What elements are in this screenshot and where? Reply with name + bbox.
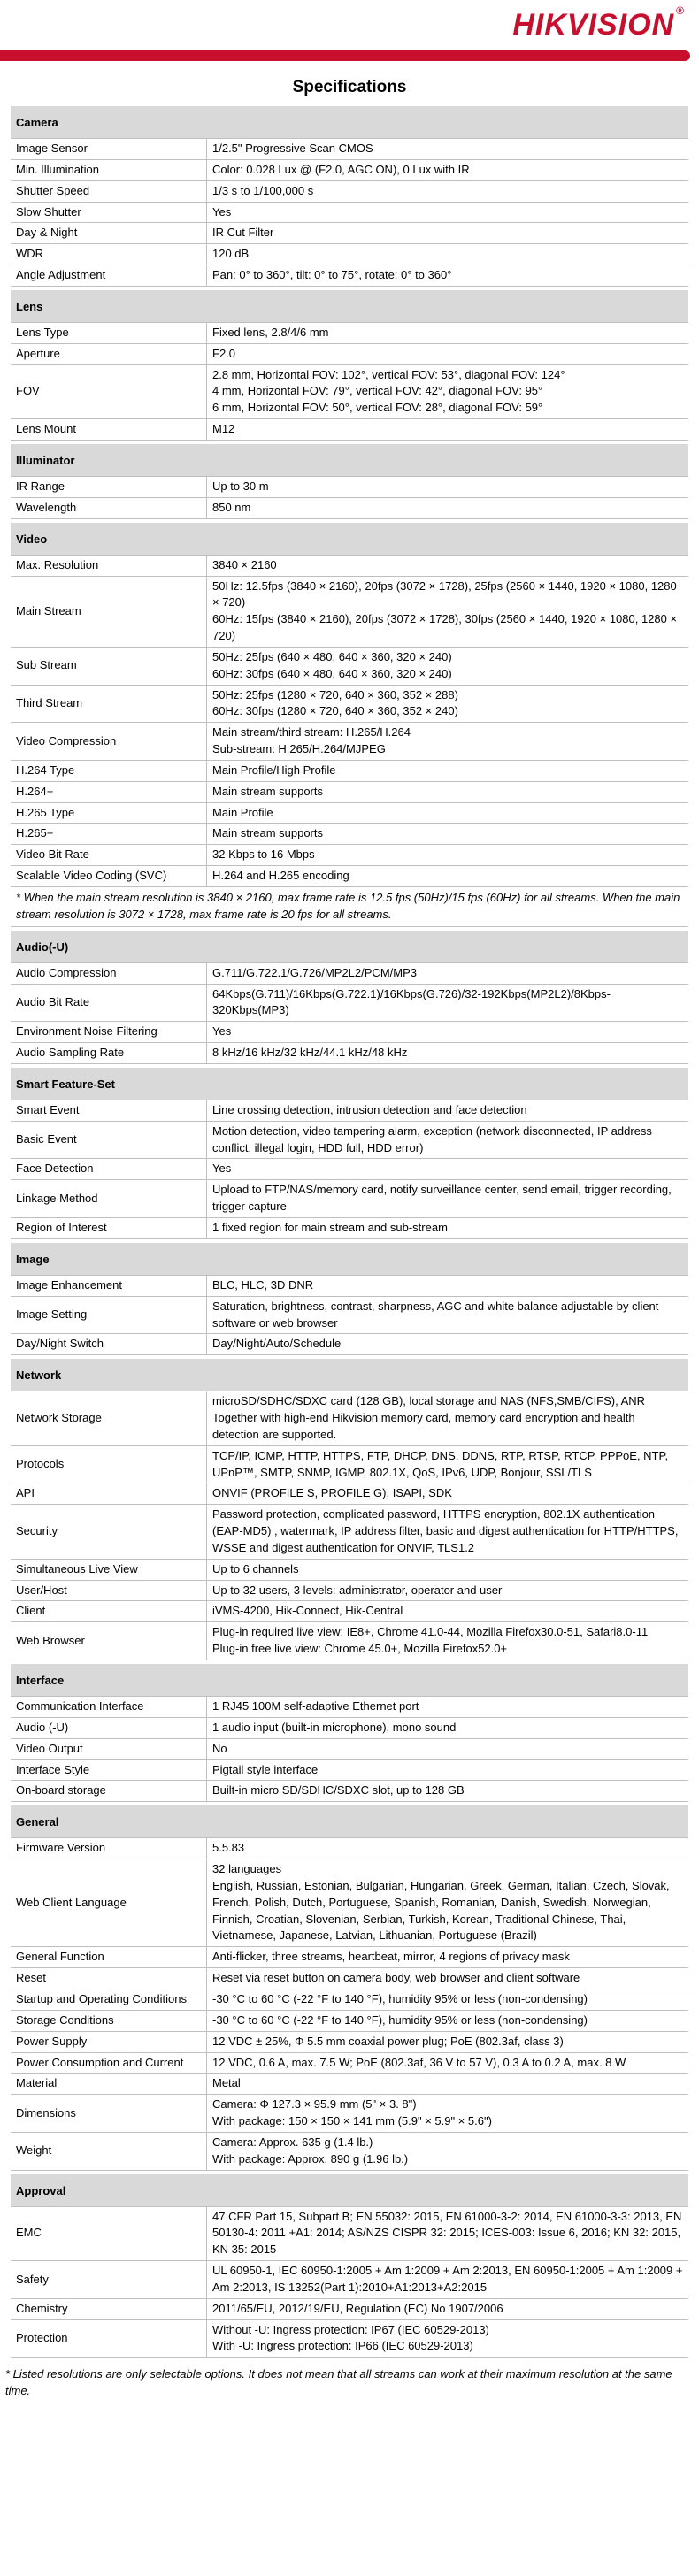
spec-value (207, 2299, 688, 2319)
spec-row (11, 323, 688, 344)
section-header: Network (11, 1359, 688, 1392)
spec-row (11, 963, 688, 985)
spec-row (11, 782, 688, 803)
spec-label: Image Sensor (11, 139, 207, 159)
spec-label: Slow Shutter (11, 203, 207, 223)
spec-value (207, 181, 688, 202)
section-header: Video (11, 523, 688, 556)
section-header: Image (11, 1243, 688, 1276)
spec-row (11, 139, 688, 160)
spec-row (11, 344, 688, 365)
spec-label: Reset (11, 1968, 207, 1989)
spec-label: IR Range (11, 477, 207, 497)
spec-row (11, 803, 688, 824)
spec-value (207, 866, 688, 886)
spec-value-line: 4 mm, Horizontal FOV: 79°, vertical FOV: 42°, diagonal FOV: 95° (212, 384, 543, 398)
spec-label: Lens Type (11, 323, 207, 343)
spec-value-line: Password protection, complicated password, HTTPS encryption, 802.1X authentication (EAP-MD5) , watermark, IP address filter, basic and digest authentication for HTTP/HTTPS, WSSE and digest authentication for ONVIF, TLS1.2 (212, 1507, 679, 1554)
spec-row (11, 2011, 688, 2032)
spec-row (11, 985, 688, 1023)
spec-row (11, 265, 688, 287)
spec-value-line: 60Hz: 30fps (1280 × 720, 640 × 360, 352 × 240) (212, 704, 458, 718)
spec-value-line: Main Profile (212, 805, 273, 819)
spec-value-line: 60Hz: 15fps (3840 × 2160), 20fps (3072 × 1728), 30fps (2560 × 1440, 1920 × 1080, 1280 × 720) (212, 612, 678, 643)
spec-label: Security (11, 1505, 207, 1559)
spec-value (207, 1484, 688, 1504)
spec-row (11, 1601, 688, 1622)
spec-value-line: 3840 × 2160 (212, 557, 277, 571)
spec-value (207, 1781, 688, 1801)
spec-value-line: Main stream supports (212, 784, 323, 798)
spec-label: H.265 Type (11, 803, 207, 824)
spec-row (11, 2095, 688, 2133)
spec-row (11, 577, 688, 648)
spec-row (11, 1838, 688, 1859)
spec-row (11, 1218, 688, 1239)
spec-value (207, 1505, 688, 1559)
spec-row (11, 1968, 688, 1990)
spec-row (11, 1859, 688, 1947)
spec-value (207, 265, 688, 286)
spec-label: WDR (11, 244, 207, 264)
spec-label: Power Supply (11, 2032, 207, 2052)
spec-label: Video Output (11, 1739, 207, 1760)
spec-row (11, 2074, 688, 2095)
spec-label: Audio Compression (11, 963, 207, 984)
spec-row (11, 1781, 688, 1802)
spec-label: Safety (11, 2261, 207, 2298)
spec-value (207, 477, 688, 497)
spec-label: Chemistry (11, 2299, 207, 2319)
spec-value-line: Sub-stream: H.265/H.264/MJPEG (212, 742, 386, 756)
section-header: Lens (11, 290, 688, 323)
section-header: Interface (11, 1664, 688, 1697)
spec-row (11, 556, 688, 577)
spec-value-line: No (212, 1741, 227, 1755)
spec-label: Max. Resolution (11, 556, 207, 576)
spec-value-line: 1/3 s to 1/100,000 s (212, 183, 314, 197)
spec-value (207, 1043, 688, 1063)
spec-row (11, 2207, 688, 2262)
spec-value (207, 782, 688, 802)
spec-value (207, 1581, 688, 1601)
spec-label: H.264 Type (11, 761, 207, 781)
spec-value (207, 1560, 688, 1580)
spec-value (207, 2320, 688, 2358)
spec-row (11, 1505, 688, 1560)
spec-label: On-board storage (11, 1781, 207, 1801)
spec-row (11, 723, 688, 761)
spec-value-line: H.264 and H.265 encoding (212, 869, 350, 883)
spec-value-line: Camera: Φ 127.3 × 95.9 mm (5" × 3. 8") (212, 2097, 417, 2112)
spec-label: Protection (11, 2320, 207, 2358)
spec-value-line: 60Hz: 30fps (640 × 480, 640 × 360, 320 × 240) (212, 666, 452, 680)
spec-label: Interface Style (11, 1760, 207, 1781)
spec-value (207, 985, 688, 1022)
spec-row (11, 1297, 688, 1335)
spec-value-line: iVMS-4200, Hik-Connect, Hik-Central (212, 1604, 403, 1618)
spec-value-line: With package: Approx. 890 g (1.96 lb.) (212, 2151, 409, 2166)
spec-value (207, 365, 688, 419)
spec-value (207, 761, 688, 781)
spec-label: Web Browser (11, 1622, 207, 1660)
spec-value-line: BLC, HLC, 3D DNR (212, 1277, 314, 1292)
spec-row (11, 477, 688, 498)
spec-value (207, 1276, 688, 1296)
spec-row (11, 686, 688, 724)
spec-value-line: 2011/65/EU, 2012/19/EU, Regulation (EC) No 1907/2006 (212, 2301, 503, 2315)
spec-value-line: Motion detection, video tampering alarm, exception (network disconnected, IP address conflict, illegal login, HDD full, HDD error) (212, 1123, 652, 1154)
spec-value (207, 1446, 688, 1484)
spec-value (207, 845, 688, 865)
spec-value-line: 12 VDC ± 25%, Φ 5.5 mm coaxial power plug; PoE (802.3af, class 3) (212, 2034, 564, 2048)
spec-value-line: Line crossing detection, intrusion detection and face detection (212, 1102, 527, 1116)
spec-value (207, 723, 688, 760)
spec-value (207, 963, 688, 984)
spec-row (11, 866, 688, 887)
spec-row (11, 2261, 688, 2299)
spec-label: Web Client Language (11, 1859, 207, 1946)
spec-row (11, 1276, 688, 1297)
spec-value (207, 648, 688, 685)
spec-value (207, 2207, 688, 2261)
spec-label: Video Compression (11, 723, 207, 760)
spec-label: Lens Mount (11, 419, 207, 440)
spec-value-line: TCP/IP, ICMP, HTTP, HTTPS, FTP, DHCP, DNS, DDNS, RTP, RTSP, RTCP, PPPoE, NTP, UPnP™, SMTP, SNMP, IGMP, 802.1X, QoS, IPv6, UDP, Bonjour, SSL/TLS (212, 1448, 669, 1479)
spec-row (11, 1697, 688, 1718)
spec-label: Image Enhancement (11, 1276, 207, 1296)
spec-value-line: English, Russian, Estonian, Bulgarian, Hungarian, Greek, German, Italian, Czech, Slovak, French, Polish, Dutch, Portuguese, Spanish, Romanian, Danish, Swedish, Norwegian, Finnish, Croatian, Slovenian, Serbian, Turkish, Korean, Traditional Chinese, Thai, Vietnamese, Japanese, Latvian, Lithuanian, Portuguese (Brazil) (212, 1878, 670, 1943)
spec-row (11, 2320, 688, 2358)
spec-value-line: Upload to FTP/NAS/memory card, notify surveillance center, send email, trigger recording, trigger capture (212, 1183, 672, 1214)
spec-row (11, 1581, 688, 1602)
spec-row (11, 1043, 688, 1064)
spec-value (207, 1159, 688, 1179)
spec-label: Weight (11, 2133, 207, 2170)
spec-row (11, 244, 688, 265)
spec-label: Day & Night (11, 223, 207, 243)
brand-logo: HIKVISION ® (512, 4, 685, 42)
section-header: Audio(-U) (11, 931, 688, 963)
spec-value (207, 419, 688, 440)
spec-label: Audio (-U) (11, 1718, 207, 1738)
spec-label: Firmware Version (11, 1838, 207, 1859)
spec-row (11, 203, 688, 224)
spec-value (207, 1739, 688, 1760)
spec-value-line: Saturation, brightness, contrast, sharpness, AGC and white balance adjustable by client software or web browser (212, 1299, 659, 1330)
spec-value-line: Main Profile/High Profile (212, 763, 336, 777)
spec-label: Audio Bit Rate (11, 985, 207, 1022)
spec-value (207, 223, 688, 243)
spec-value-line: 1/2.5" Progressive Scan CMOS (212, 142, 373, 155)
footnote: * Listed resolutions are only selectable options. It does not mean that all streams can work at their maximum resolution at the same time. (5, 2367, 672, 2398)
spec-value-line: 1 fixed region for main stream and sub-stream (212, 1220, 448, 1234)
spec-value (207, 1180, 688, 1217)
spec-value (207, 1122, 688, 1159)
spec-value-line: Up to 32 users, 3 levels: administrator, operator and user (212, 1583, 503, 1597)
spec-value-line: Yes (212, 1024, 232, 1039)
spec-value-line: 64Kbps(G.711)/16Kbps(G.722.1)/16Kbps(G.726)/32-192Kbps(MP2L2)/8Kbps-320Kbps(MP3) (212, 986, 611, 1017)
spec-value (207, 2032, 688, 2052)
spec-label: Main Stream (11, 577, 207, 647)
spec-label: Storage Conditions (11, 2011, 207, 2031)
spec-row (11, 761, 688, 782)
spec-value (207, 1968, 688, 1989)
header-red-bar (0, 50, 690, 61)
spec-value (207, 160, 688, 180)
spec-value-line: 1 audio input (built-in microphone), mono sound (212, 1720, 457, 1734)
spec-row (11, 1990, 688, 2011)
spec-value-line: Up to 30 m (212, 479, 269, 493)
spec-label: Third Stream (11, 686, 207, 723)
spec-label: Dimensions (11, 2095, 207, 2132)
spec-label: Material (11, 2074, 207, 2094)
spec-value-line: 50Hz: 25fps (1280 × 720, 640 × 360, 352 × 288) (212, 687, 458, 702)
spec-value-line: Day/Night/Auto/Schedule (212, 1337, 342, 1351)
spec-row (11, 1022, 688, 1043)
spec-label: Video Bit Rate (11, 845, 207, 865)
spec-value (207, 2011, 688, 2031)
spec-value-line: Built-in micro SD/SDHC/SDXC slot, up to 128 GB (212, 1783, 465, 1798)
spec-value (207, 556, 688, 576)
spec-row (11, 1760, 688, 1782)
spec-value-line: 8 kHz/16 kHz/32 kHz/44.1 kHz/48 kHz (212, 1046, 408, 1060)
spec-value-line: 6 mm, Horizontal FOV: 50°, vertical FOV: 28°, diagonal FOV: 59° (212, 401, 543, 415)
spec-label: Smart Event (11, 1100, 207, 1121)
spec-value-line: 5.5.83 (212, 1841, 245, 1855)
spec-row (11, 2053, 688, 2074)
spec-value-line: 50Hz: 12.5fps (3840 × 2160), 20fps (3072 × 1728), 25fps (2560 × 1440, 1920 × 1080, 1280 × 720) (212, 579, 677, 610)
spec-row (11, 365, 688, 420)
spec-row (11, 181, 688, 203)
spec-row (11, 1560, 688, 1581)
spec-value-line: 32 Kbps to 16 Mbps (212, 847, 315, 862)
spec-row (11, 2299, 688, 2320)
spec-label: Region of Interest (11, 1218, 207, 1238)
spec-row (11, 1484, 688, 1505)
spec-label: Aperture (11, 344, 207, 364)
spec-label: Client (11, 1601, 207, 1622)
spec-value-line: Without -U: Ingress protection: IP67 (IEC 60529-2013) (212, 2322, 489, 2336)
spec-value (207, 1334, 688, 1354)
spec-label: H.265+ (11, 824, 207, 844)
spec-row (11, 1122, 688, 1160)
spec-value-line: Together with high-end Hikvision memory card, memory card encryption and health detection are supported. (212, 1411, 635, 1441)
spec-value (207, 139, 688, 159)
spec-value (207, 824, 688, 844)
spec-value-line: 2.8 mm, Horizontal FOV: 102°, vertical FOV: 53°, diagonal FOV: 124° (212, 367, 565, 381)
spec-value-line: Camera: Approx. 635 g (1.4 lb.) (212, 2135, 373, 2149)
spec-value (207, 244, 688, 264)
spec-value-line: 32 languages (212, 1862, 282, 1876)
section-header: Smart Feature-Set (11, 1068, 688, 1100)
spec-value-line: microSD/SDHC/SDXC card (128 GB), local storage and NAS (NFS,SMB/CIFS), ANR (212, 1394, 646, 1408)
spec-value (207, 1718, 688, 1738)
spec-row (11, 1334, 688, 1355)
spec-value (207, 2261, 688, 2298)
spec-value-line: Up to 6 channels (212, 1561, 299, 1576)
spec-row (11, 1739, 688, 1760)
spec-value-line: Anti-flicker, three streams, heartbeat, mirror, 4 regions of privacy mask (212, 1950, 570, 1964)
spec-label: Audio Sampling Rate (11, 1043, 207, 1063)
section-note: * When the main stream resolution is 3840 × 2160, max frame rate is 12.5 fps (50Hz)/15 fps (60Hz) for all streams. When the main stream resolution is 3072 × 1728, max frame rate is 20 fps for all streams. (11, 887, 688, 927)
spec-value-line: F2.0 (212, 346, 236, 360)
spec-value (207, 2074, 688, 2094)
spec-value (207, 686, 688, 723)
spec-value-line: Main stream supports (212, 826, 323, 840)
spec-table (11, 106, 688, 2358)
spec-value (207, 323, 688, 343)
spec-value-line: IR Cut Filter (212, 226, 274, 240)
spec-value-line: With -U: Ingress protection: IP66 (IEC 60529-2013) (212, 2339, 473, 2353)
spec-value (207, 1297, 688, 1334)
spec-row (11, 160, 688, 181)
section-header: Illuminator (11, 444, 688, 477)
spec-row (11, 648, 688, 686)
spec-value (207, 1760, 688, 1781)
spec-label: Day/Night Switch (11, 1334, 207, 1354)
spec-value (207, 1022, 688, 1042)
spec-row (11, 824, 688, 845)
spec-label: Network Storage (11, 1392, 207, 1445)
spec-row (11, 2133, 688, 2171)
spec-value-line: -30 °C to 60 °C (-22 °F to 140 °F), humidity 95% or less (non-condensing) (212, 2012, 588, 2027)
spec-value-line: -30 °C to 60 °C (-22 °F to 140 °F), humidity 95% or less (non-condensing) (212, 1991, 588, 2005)
spec-label: Environment Noise Filtering (11, 1022, 207, 1042)
spec-label: Communication Interface (11, 1697, 207, 1717)
spec-value-line: 850 nm (212, 500, 251, 514)
spec-value-line: Pan: 0° to 360°, tilt: 0° to 75°, rotate: 0° to 360° (212, 268, 452, 282)
spec-value-line: Yes (212, 204, 232, 218)
spec-label: Startup and Operating Conditions (11, 1990, 207, 2010)
spec-value (207, 498, 688, 518)
spec-value-line: Main stream/third stream: H.265/H.264 (212, 725, 411, 740)
spec-value (207, 1601, 688, 1622)
spec-row (11, 1718, 688, 1739)
spec-row (11, 1159, 688, 1180)
section-header: Camera (11, 106, 688, 139)
spec-label: Min. Illumination (11, 160, 207, 180)
spec-row (11, 2032, 688, 2053)
spec-value (207, 1622, 688, 1660)
spec-label: Sub Stream (11, 648, 207, 685)
spec-row (11, 1100, 688, 1122)
spec-row (11, 1392, 688, 1446)
spec-value-line: Plug-in free live view: Chrome 45.0+, Mozilla Firefox52.0+ (212, 1642, 508, 1656)
spec-label: EMC (11, 2207, 207, 2261)
spec-row (11, 845, 688, 866)
spec-value (207, 2053, 688, 2074)
spec-value (207, 344, 688, 364)
header (0, 0, 699, 65)
spec-row (11, 223, 688, 244)
spec-row (11, 419, 688, 441)
spec-label: Scalable Video Coding (SVC) (11, 866, 207, 886)
spec-label: Angle Adjustment (11, 265, 207, 286)
spec-label: Image Setting (11, 1297, 207, 1334)
section-header: Approval (11, 2174, 688, 2207)
spec-label: Shutter Speed (11, 181, 207, 202)
spec-value-line: Fixed lens, 2.8/4/6 mm (212, 325, 329, 339)
spec-label: Face Detection (11, 1159, 207, 1179)
spec-row (11, 1947, 688, 1968)
spec-value-line: M12 (212, 422, 235, 436)
spec-value-line: 50Hz: 25fps (640 × 480, 640 × 360, 320 × 240) (212, 649, 452, 663)
spec-value-line: Reset via reset button on camera body, web browser and client software (212, 1971, 580, 1985)
spec-value-line: With package: 150 × 150 × 141 mm (5.9" × 5.9" × 5.6") (212, 2114, 492, 2128)
spec-label: API (11, 1484, 207, 1504)
spec-value (207, 803, 688, 824)
spec-label: Power Consumption and Current (11, 2053, 207, 2074)
spec-value (207, 1859, 688, 1946)
spec-label: User/Host (11, 1581, 207, 1601)
spec-value-line: G.711/G.722.1/G.726/MP2L2/PCM/MP3 (212, 965, 417, 979)
spec-value (207, 2133, 688, 2170)
spec-value-line: UL 60950-1, IEC 60950-1:2005 + Am 1:2009 + Am 2:2013, EN 60950-1:2005 + Am 1:2009 + Am 2:2013, IS 13252(Part 1):2010+A1:2013+A2:2015 (212, 2264, 683, 2294)
spec-label: FOV (11, 365, 207, 419)
spec-label: Simultaneous Live View (11, 1560, 207, 1580)
spec-value-line: Yes (212, 1162, 232, 1176)
spec-value-line: Pigtail style interface (212, 1762, 319, 1776)
spec-row (11, 1180, 688, 1218)
spec-row (11, 498, 688, 519)
spec-label: General Function (11, 1947, 207, 1967)
spec-value (207, 1838, 688, 1859)
spec-value (207, 1218, 688, 1238)
spec-label: Protocols (11, 1446, 207, 1484)
spec-value-line: 12 VDC, 0.6 A, max. 7.5 W; PoE (802.3af, 36 V to 57 V), 0.3 A to 0.2 A, max. 8 W (212, 2055, 626, 2069)
spec-row (11, 1622, 688, 1660)
spec-value (207, 2095, 688, 2132)
spec-label: H.264+ (11, 782, 207, 802)
spec-value (207, 203, 688, 223)
spec-value-line: ONVIF (PROFILE S, PROFILE G), ISAPI, SDK (212, 1486, 452, 1500)
spec-value-line: 47 CFR Part 15, Subpart B; EN 55032: 2015, EN 61000-3-2: 2014, EN 61000-3-3: 2013, EN 50130-4: 2011 +A1: 2014; AS/NZS CISPR 32: 2015; ICES-003: Issue 6, 2016; KN 32: 2015, KN 35: 2015 (212, 2209, 682, 2257)
spec-label: Basic Event (11, 1122, 207, 1159)
spec-value (207, 1392, 688, 1445)
spec-value-line: Metal (212, 2076, 241, 2090)
spec-value (207, 1947, 688, 1967)
section-header: General (11, 1806, 688, 1838)
spec-value (207, 1100, 688, 1121)
spec-value (207, 1697, 688, 1717)
spec-value-line: Color: 0.028 Lux @ (F2.0, AGC ON), 0 Lux with IR (212, 162, 470, 176)
spec-label: Wavelength (11, 498, 207, 518)
spec-value (207, 577, 688, 647)
spec-label: Linkage Method (11, 1180, 207, 1217)
spec-value-line: 1 RJ45 100M self-adaptive Ethernet port (212, 1699, 419, 1713)
spec-value (207, 1990, 688, 2010)
spec-row (11, 1446, 688, 1484)
page-title: Specifications (292, 78, 407, 96)
spec-value-line: Plug-in required live view: IE8+, Chrome 41.0-44, Mozilla Firefox30.0-51, Safari8.0-11 (212, 1625, 649, 1639)
spec-value-line: 120 dB (212, 247, 250, 261)
